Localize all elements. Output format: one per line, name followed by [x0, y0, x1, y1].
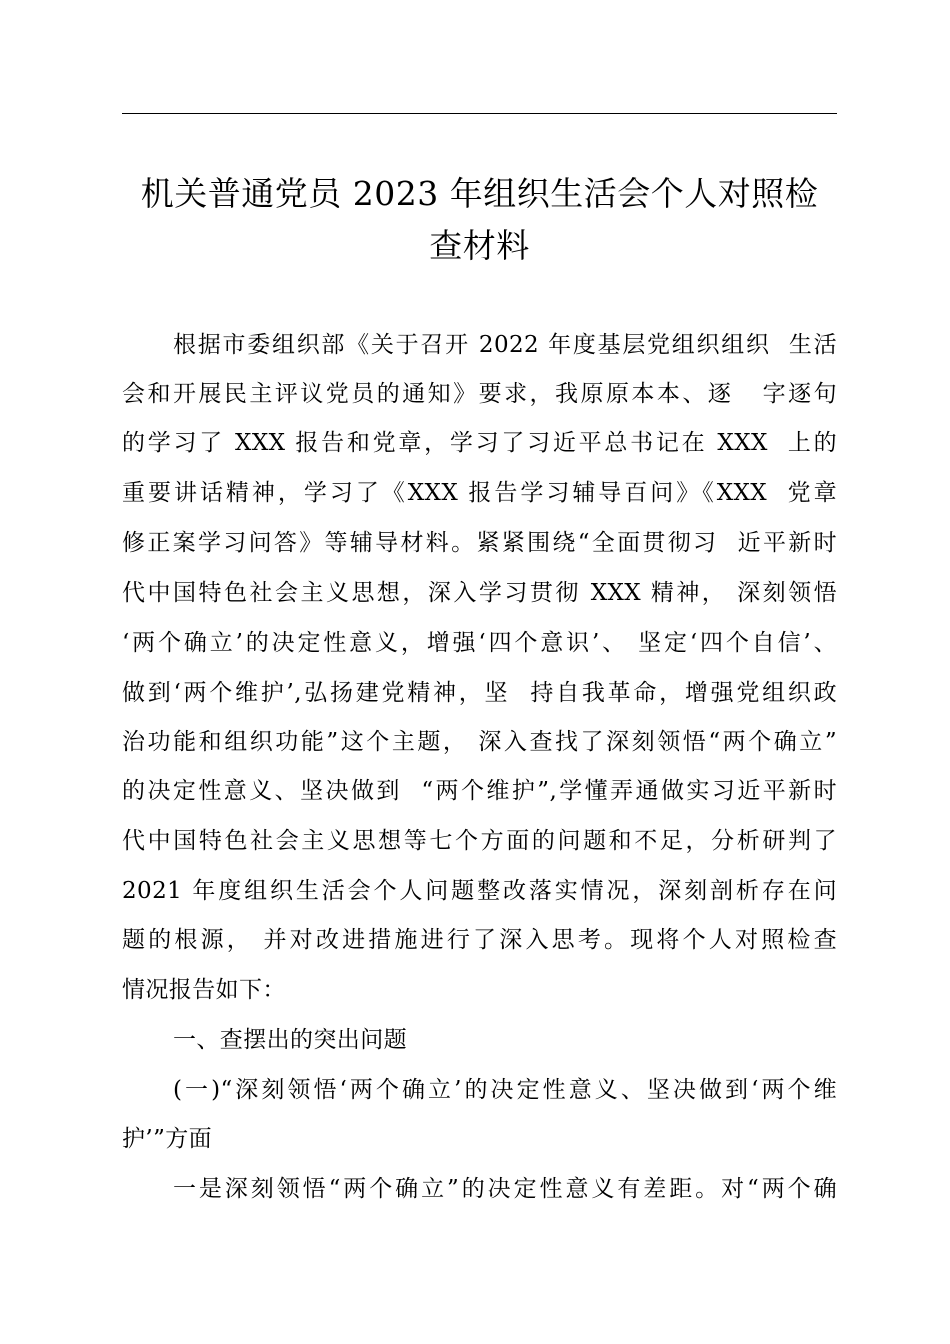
paragraph-line: 治功能和组织功能”这个主题， 深入查找了深刻领悟“两个确立”	[122, 729, 837, 755]
paragraph-line: 2021 年度组织生活会个人问题整改落实情况，深刻剖析存在问	[122, 878, 837, 904]
section-heading: 一、查摆出的突出问题	[173, 1027, 407, 1053]
subheading-line: 护’”方面	[122, 1126, 213, 1152]
paragraph-line: 根据市委组织部《关于召开 2022 年度基层党组织组织 生活	[173, 332, 837, 358]
paragraph-line: 题的根源， 并对改进措施进行了深入思考。现将个人对照检查	[122, 927, 837, 953]
title-line-2: 查材料	[429, 226, 530, 265]
paragraph-line: 的学习了 XXX 报告和党章，学习了习近平总书记在 XXX 上的	[122, 430, 837, 456]
header-rule	[122, 113, 837, 114]
paragraph-line: 重要讲话精神，学习了《XXX 报告学习辅导百问》《XXX 党章	[122, 480, 837, 506]
paragraph-line: 情况报告如下：	[122, 977, 286, 1003]
subheading-line: (一)“深刻领悟‘两个确立’的决定性意义、坚决做到‘两个维	[173, 1077, 837, 1103]
title-line-1: 机关普通党员 2023 年组织生活会个人对照检	[140, 174, 819, 213]
paragraph-line: 修正案学习问答》等辅导材料。紧紧围绕“全面贯彻习 近平新时	[122, 530, 837, 556]
paragraph-line: 会和开展民主评议党员的通知》要求，我原原本本、逐 字逐句	[122, 381, 837, 407]
paragraph-line: ‘两个确立’的决定性意义，增强‘四个意识’、 坚定‘四个自信’、	[122, 630, 837, 656]
paragraph-line: 做到‘两个维护’,弘扬建党精神，坚 持自我革命，增强党组织政	[122, 680, 837, 706]
paragraph-line: 一是深刻领悟“两个确立”的决定性意义有差距。对“两个确	[173, 1176, 837, 1202]
paragraph-line: 代中国特色社会主义思想，深入学习贯彻 XXX 精神， 深刻领悟	[122, 580, 837, 606]
paragraph-line: 代中国特色社会主义思想等七个方面的问题和不足，分析研判了	[122, 828, 837, 854]
paragraph-line: 的决定性意义、坚决做到 “两个维护”,学懂弄通做实习近平新时	[122, 778, 837, 804]
document-title	[122, 168, 837, 272]
